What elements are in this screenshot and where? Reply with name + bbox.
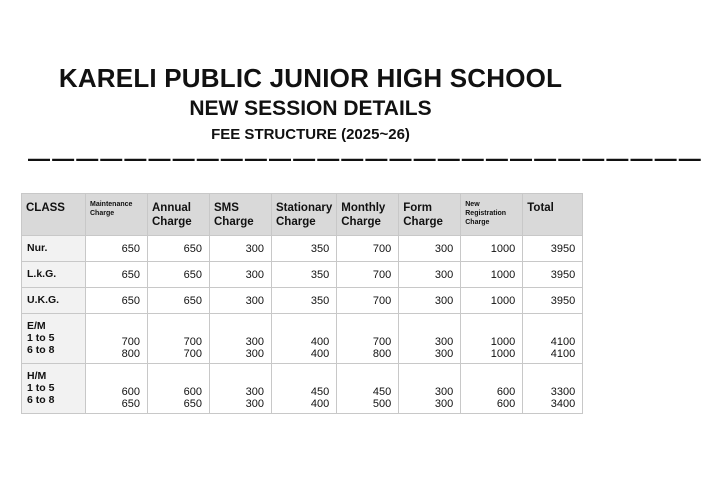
column-header-text: CLASS bbox=[26, 202, 65, 214]
fee-value: 300 bbox=[434, 294, 454, 307]
column-header-sms-charge bbox=[210, 194, 272, 236]
fee-value: 700 bbox=[372, 336, 392, 348]
fee-cell bbox=[399, 262, 461, 288]
fee-value: 4100 bbox=[550, 336, 576, 348]
fee-cell bbox=[461, 288, 523, 314]
column-header-text: Charge bbox=[152, 216, 192, 228]
column-header-text: Charge bbox=[276, 216, 316, 228]
fee-value: 400 bbox=[310, 398, 330, 410]
session-title: NEW SESSION DETAILS bbox=[189, 97, 432, 120]
fee-cell bbox=[337, 288, 399, 314]
row-class-label bbox=[22, 364, 86, 414]
fee-cell bbox=[272, 314, 337, 364]
fee-cell bbox=[210, 236, 272, 262]
fee-cell bbox=[337, 364, 399, 414]
column-header-maintenance-charge bbox=[86, 194, 148, 236]
fee-value: 650 bbox=[121, 398, 140, 410]
fee-cell bbox=[148, 288, 210, 314]
fee-cell bbox=[86, 288, 148, 314]
fee-value: 300 bbox=[245, 336, 264, 348]
fee-value: 650 bbox=[183, 242, 202, 255]
fee-value: 650 bbox=[121, 242, 140, 255]
class-label-text: 1 to 5 bbox=[27, 382, 55, 394]
column-header-monthly-charge bbox=[337, 194, 399, 236]
column-header-text: Total bbox=[527, 202, 554, 214]
fee-cell bbox=[461, 364, 523, 414]
fee-cell bbox=[523, 288, 583, 314]
class-label-text: 6 to 8 bbox=[27, 394, 55, 406]
fee-value: 300 bbox=[245, 242, 264, 255]
fee-value: 3950 bbox=[550, 268, 576, 281]
column-header-text: New bbox=[465, 201, 480, 208]
fee-cell bbox=[461, 314, 523, 364]
fee-value: 700 bbox=[372, 242, 392, 255]
fee-value: 300 bbox=[434, 398, 454, 410]
column-header-text: Form bbox=[403, 202, 432, 214]
fee-table bbox=[21, 193, 583, 414]
class-label-text: L.k.G. bbox=[27, 268, 57, 280]
fee-value: 3300 bbox=[550, 386, 576, 398]
fee-value: 300 bbox=[434, 242, 454, 255]
dashed-divider: ―――――――――――――――――――――――――――― bbox=[28, 146, 703, 171]
fee-value: 600 bbox=[183, 386, 202, 398]
fee-value: 300 bbox=[434, 336, 454, 348]
fee-value: 300 bbox=[245, 348, 264, 360]
column-header-text: SMS bbox=[214, 202, 239, 214]
fee-value: 650 bbox=[183, 398, 202, 410]
column-header-stationary-charge bbox=[272, 194, 337, 236]
table-row bbox=[22, 288, 583, 314]
fee-value: 300 bbox=[434, 348, 454, 360]
column-header-text: Charge bbox=[214, 216, 254, 228]
fee-value: 650 bbox=[183, 268, 202, 281]
fee-cell bbox=[148, 314, 210, 364]
class-label-text: E/M bbox=[27, 320, 46, 332]
fee-cell bbox=[148, 262, 210, 288]
fee-value: 300 bbox=[434, 268, 454, 281]
class-label-text: H/M bbox=[27, 370, 47, 382]
fee-cell bbox=[399, 314, 461, 364]
fee-value: 600 bbox=[496, 386, 516, 398]
fee-value: 350 bbox=[310, 242, 330, 255]
fee-cell bbox=[210, 288, 272, 314]
class-label-text: Nur. bbox=[27, 242, 48, 254]
fee-cell bbox=[210, 262, 272, 288]
fee-cell bbox=[523, 236, 583, 262]
column-header-total bbox=[523, 194, 583, 236]
column-header-text: Stationary bbox=[276, 202, 333, 214]
fee-value: 700 bbox=[121, 336, 140, 348]
row-class-label bbox=[22, 262, 86, 288]
fee-value: 1000 bbox=[490, 242, 516, 255]
fee-value: 650 bbox=[121, 268, 140, 281]
fee-cell bbox=[210, 364, 272, 414]
table-header-row bbox=[22, 194, 583, 236]
fee-value: 400 bbox=[310, 336, 330, 348]
fee-value: 300 bbox=[434, 386, 454, 398]
fee-value: 3950 bbox=[550, 294, 576, 307]
class-label-text: U.K.G. bbox=[27, 294, 60, 306]
school-name: KARELI PUBLIC JUNIOR HIGH SCHOOL bbox=[58, 63, 563, 93]
fee-cell bbox=[523, 314, 583, 364]
table-row bbox=[22, 236, 583, 262]
fee-value: 600 bbox=[121, 386, 140, 398]
fee-value: 350 bbox=[310, 268, 330, 281]
column-header-text: Charge bbox=[90, 210, 115, 217]
fee-cell bbox=[461, 262, 523, 288]
fee-value: 650 bbox=[183, 294, 202, 307]
fee-value: 700 bbox=[183, 348, 202, 360]
fee-value: 300 bbox=[245, 386, 264, 398]
table-row bbox=[22, 364, 583, 414]
row-class-label bbox=[22, 288, 86, 314]
class-label-text: 6 to 8 bbox=[27, 344, 55, 356]
column-header-new-registration-charge bbox=[461, 194, 523, 236]
table-row bbox=[22, 314, 583, 364]
table-body bbox=[22, 236, 583, 414]
fee-cell bbox=[272, 262, 337, 288]
fee-value: 450 bbox=[372, 386, 392, 398]
fee-value: 800 bbox=[121, 348, 140, 360]
fee-value: 1000 bbox=[490, 294, 516, 307]
table-row bbox=[22, 262, 583, 288]
fee-cell bbox=[399, 288, 461, 314]
fee-value: 600 bbox=[496, 398, 516, 410]
fee-cell bbox=[148, 236, 210, 262]
fee-value: 1000 bbox=[490, 348, 516, 360]
fee-cell bbox=[86, 236, 148, 262]
fee-cell bbox=[86, 262, 148, 288]
column-header-text: Registration bbox=[465, 210, 507, 217]
class-label-text: 1 to 5 bbox=[27, 332, 55, 344]
fee-cell bbox=[272, 364, 337, 414]
fee-cell bbox=[86, 314, 148, 364]
fee-value: 400 bbox=[310, 348, 330, 360]
row-class-label bbox=[22, 314, 86, 364]
fee-value: 350 bbox=[310, 294, 330, 307]
fee-value: 700 bbox=[372, 294, 392, 307]
column-header-text: Annual bbox=[152, 202, 191, 214]
fee-value: 450 bbox=[310, 386, 330, 398]
fee-value: 1000 bbox=[490, 336, 516, 348]
fee-cell bbox=[272, 236, 337, 262]
fee-cell bbox=[86, 364, 148, 414]
column-header-text: Charge bbox=[403, 216, 443, 228]
fee-value: 650 bbox=[121, 294, 140, 307]
fee-cell bbox=[523, 262, 583, 288]
fee-value: 3400 bbox=[550, 398, 576, 410]
column-header-text: Monthly bbox=[341, 202, 386, 214]
column-header-text: Charge bbox=[341, 216, 381, 228]
fee-value: 300 bbox=[245, 268, 264, 281]
fee-cell bbox=[399, 364, 461, 414]
fee-value: 1000 bbox=[490, 268, 516, 281]
fee-value: 500 bbox=[372, 398, 392, 410]
column-header-form-charge bbox=[399, 194, 461, 236]
fee-structure-title: FEE STRUCTURE (2025~26) bbox=[211, 126, 410, 143]
fee-value: 800 bbox=[372, 348, 392, 360]
fee-cell bbox=[461, 236, 523, 262]
fee-value: 700 bbox=[372, 268, 392, 281]
fee-cell bbox=[337, 262, 399, 288]
fee-cell bbox=[210, 314, 272, 364]
column-header-class bbox=[22, 194, 86, 236]
column-header-text: Maintenance bbox=[90, 201, 133, 208]
fee-cell bbox=[272, 288, 337, 314]
fee-value: 300 bbox=[245, 294, 264, 307]
row-class-label bbox=[22, 236, 86, 262]
fee-value: 700 bbox=[183, 336, 202, 348]
fee-value: 3950 bbox=[550, 242, 576, 255]
fee-cell bbox=[148, 364, 210, 414]
column-header-annual-charge bbox=[148, 194, 210, 236]
fee-value: 300 bbox=[245, 398, 264, 410]
fee-value: 4100 bbox=[550, 348, 576, 360]
fee-cell bbox=[337, 236, 399, 262]
fee-cell bbox=[523, 364, 583, 414]
fee-cell bbox=[337, 314, 399, 364]
fee-cell bbox=[399, 236, 461, 262]
column-header-text: Charge bbox=[465, 219, 490, 226]
